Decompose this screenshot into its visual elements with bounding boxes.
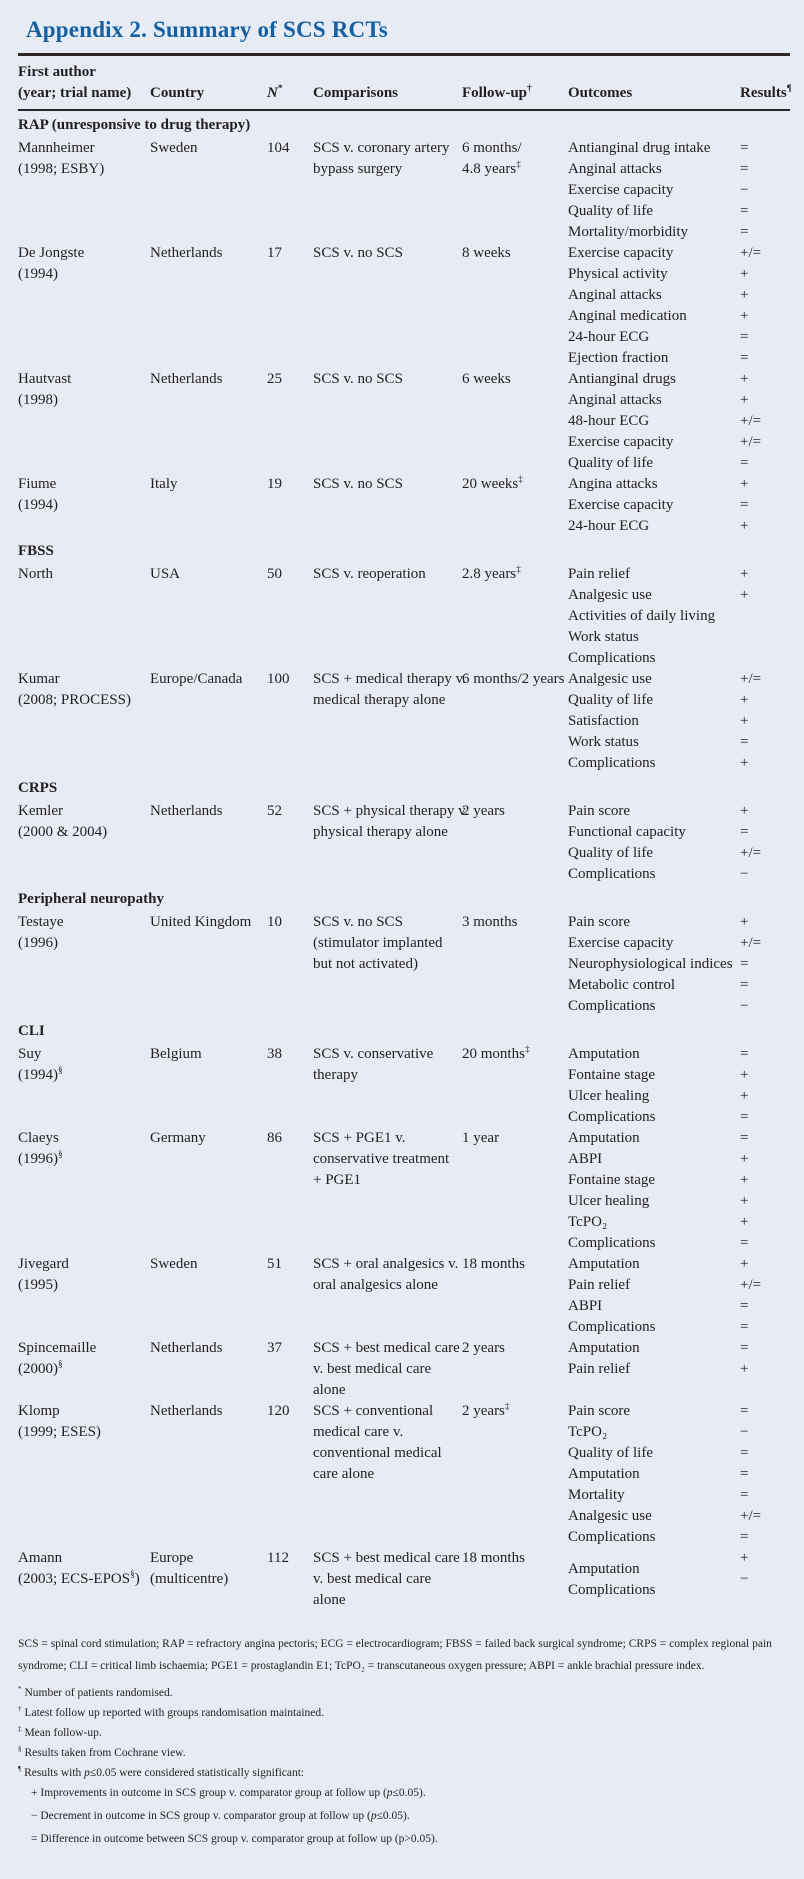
outcome-results: + − — [740, 1550, 749, 1587]
study-n: 50 — [267, 566, 282, 582]
outcome-results: = + — [740, 1340, 749, 1377]
results-key-item: = Difference in outcome between SCS group v. comparator group at follow up (p>0.05). — [31, 1833, 438, 1845]
study-n: 100 — [267, 671, 290, 687]
study-n: 19 — [267, 476, 282, 492]
study-n: 86 — [267, 1130, 282, 1146]
study-country: Netherlands — [150, 803, 223, 819]
outcome-labels: Exercise capacity Physical activity Anginal attacks Anginal medication 24-hour ECG Ejection fraction — [568, 245, 687, 366]
study-comparisons: SCS + oral analgesics v. oral analgesics alone — [313, 1256, 459, 1293]
study-comparisons: SCS + best medical care v. best medical care alone — [313, 1340, 460, 1398]
section-header: FBSS — [18, 543, 54, 559]
column-header-followup: Follow-up† — [462, 84, 532, 101]
column-header-results: Results¶ — [740, 84, 792, 101]
study-comparisons: SCS v. reoperation — [313, 566, 426, 582]
study-country: Netherlands — [150, 1403, 223, 1419]
column-header-author: First author (year; trial name) — [18, 64, 132, 101]
study-country: Europe/Canada — [150, 671, 243, 687]
outcome-results: + +/= = = − — [740, 914, 762, 1014]
study-country: Netherlands — [150, 371, 223, 387]
study-followup: 2 years — [462, 1340, 505, 1356]
table-header-row — [18, 56, 790, 109]
footnote: § Results taken from Cochrane view. — [18, 1745, 186, 1759]
study-comparisons: SCS + PGE1 v. conservative treatment + PGE1 — [313, 1130, 450, 1188]
column-header-comparisons: Comparisons — [313, 85, 399, 101]
study-followup: 3 months — [462, 914, 518, 930]
study-author: De Jongste (1994) — [18, 245, 85, 282]
study-author: Kemler (2000 & 2004) — [18, 803, 108, 840]
study-n: 52 — [267, 803, 282, 819]
outcome-results: + +/= = = — [740, 1256, 762, 1335]
study-n: 104 — [267, 140, 290, 156]
outcome-labels: Antianginal drug intake Anginal attacks Exercise capacity Quality of life Mortality/morbidity — [568, 140, 711, 240]
study-row — [18, 474, 790, 537]
outcome-labels: Amputation Pain relief — [568, 1340, 640, 1377]
outcome-results: + = +/= − — [740, 803, 762, 882]
study-followup: 20 weeks‡ — [462, 475, 523, 492]
table-body — [18, 111, 790, 1611]
study-followup: 6 weeks — [462, 371, 511, 387]
study-comparisons: SCS v. no SCS — [313, 476, 403, 492]
study-row — [18, 912, 790, 1017]
study-row — [18, 801, 790, 885]
study-comparisons: SCS + physical therapy v. physical therapy alone — [313, 803, 469, 840]
study-author: Suy (1994)§ — [18, 1046, 63, 1083]
outcome-results: + + — [740, 566, 749, 603]
study-author: Jivegard (1995) — [18, 1256, 69, 1293]
study-comparisons: SCS v. coronary artery bypass surgery — [313, 140, 450, 177]
study-followup: 1 year — [462, 1130, 500, 1146]
study-author: Mannheimer (1998; ESBY) — [18, 140, 105, 177]
study-n: 17 — [267, 245, 282, 261]
study-author: Kumar (2008; PROCESS) — [18, 671, 131, 708]
study-n: 51 — [267, 1256, 282, 1272]
study-row — [18, 1128, 790, 1254]
section-header: Peripheral neuropathy — [18, 891, 164, 907]
study-country: Sweden — [150, 1256, 198, 1272]
outcome-labels: Angina attacks Exercise capacity 24-hour ECG — [568, 476, 674, 534]
outcome-results: + = + — [740, 476, 749, 534]
study-country: United Kingdom — [150, 914, 252, 930]
outcome-results: + + +/= +/= = — [740, 371, 762, 471]
page-title: Appendix 2. Summary of SCS RCTs — [26, 17, 388, 42]
outcome-labels: Pain score Exercise capacity Neurophysiological indices Metabolic control Complications — [568, 914, 733, 1014]
section-header: RAP (unresponsive to drug therapy) — [18, 117, 251, 133]
outcome-labels: Amputation Complications — [568, 1561, 656, 1598]
study-followup: 18 months — [462, 1256, 525, 1272]
study-followup: 8 weeks — [462, 245, 511, 261]
study-n: 10 — [267, 914, 282, 930]
study-author: Hautvast (1998) — [18, 371, 72, 408]
study-comparisons: SCS + conventional medical care v. conventional medical care alone — [313, 1403, 442, 1482]
outcome-results: = − = = = +/= = — [740, 1403, 762, 1545]
study-author: Amann (2003; ECS-EPOS§) — [18, 1550, 140, 1587]
footnote: † Latest follow up reported with groups randomisation maintained. — [18, 1705, 325, 1719]
outcome-results: = + + = — [740, 1046, 749, 1125]
outcome-labels: Pain score TcPO₂ Quality of life Amputation Mortality Analgesic use Complications — [568, 1403, 656, 1545]
study-country: Netherlands — [150, 245, 223, 261]
outcome-results: = + + + + = — [740, 1130, 749, 1251]
outcome-labels: Amputation ABPI Fontaine stage Ulcer healing TcPO₂ Complications — [568, 1130, 656, 1251]
footnote: ‡ Mean follow-up. — [18, 1725, 102, 1739]
study-country: USA — [150, 566, 181, 582]
outcome-labels: Amputation Pain relief ABPI Complications — [568, 1256, 656, 1335]
study-comparisons: SCS + best medical care v. best medical care alone — [313, 1550, 460, 1608]
study-followup: 6 months/ 4.8 years‡ — [462, 140, 522, 177]
study-followup: 6 months/2 years — [462, 671, 565, 687]
study-n: 38 — [267, 1046, 282, 1062]
study-comparisons: SCS v. no SCS — [313, 245, 403, 261]
study-n: 120 — [267, 1403, 290, 1419]
outcome-labels: Amputation Fontaine stage Ulcer healing Complications — [568, 1046, 656, 1125]
study-row — [18, 138, 790, 243]
study-country: Sweden — [150, 140, 198, 156]
study-followup: 18 months — [462, 1550, 525, 1566]
study-author: Claeys (1996)§ — [18, 1130, 63, 1167]
outcome-results: +/= + + + = = — [740, 245, 762, 366]
footnote: * Number of patients randomised. — [18, 1685, 173, 1699]
outcome-labels: Antianginal drugs Anginal attacks 48-hour ECG Exercise capacity Quality of life — [568, 371, 676, 471]
outcome-labels: Pain relief Analgesic use Activities of daily living Work status Complications — [568, 566, 716, 666]
column-header-n: N* — [267, 84, 283, 101]
study-comparisons: SCS v. no SCS — [313, 371, 403, 387]
study-followup: 2 years — [462, 803, 505, 819]
study-row — [18, 369, 790, 474]
footnote-list — [18, 1686, 790, 1781]
study-author: Testaye (1996) — [18, 914, 64, 951]
study-country: Italy — [150, 476, 178, 492]
footnotes — [18, 1633, 790, 1847]
study-followup: 2.8 years‡ — [462, 565, 521, 582]
column-header-outcomes: Outcomes — [568, 85, 633, 101]
section-header: CRPS — [18, 780, 58, 796]
outcome-labels: Pain score Functional capacity Quality of life Complications — [568, 803, 686, 882]
study-row — [18, 564, 790, 669]
study-comparisons: SCS v. no SCS (stimulator implanted but not activated) — [313, 914, 443, 972]
study-row — [18, 1044, 790, 1128]
section-header: CLI — [18, 1023, 45, 1039]
results-key-item: + Improvements in outcome in SCS group v. comparator group at follow up (p≤0.05). — [31, 1787, 426, 1799]
study-row — [18, 669, 790, 774]
study-followup: 20 months‡ — [462, 1045, 530, 1062]
study-author: Fiume (1994) — [18, 476, 58, 513]
outcome-results: = = − = = — [740, 140, 749, 240]
study-country: Netherlands — [150, 1340, 223, 1356]
column-header-country: Country — [150, 85, 205, 101]
study-n: 112 — [267, 1550, 289, 1566]
study-comparisons: SCS v. conservative therapy — [313, 1046, 434, 1083]
study-row — [18, 1548, 790, 1611]
study-n: 25 — [267, 371, 282, 387]
study-n: 37 — [267, 1340, 282, 1356]
outcome-results: +/= + + = + — [740, 671, 762, 771]
study-followup: 2 years‡ — [462, 1402, 510, 1419]
outcome-labels: Analgesic use Quality of life Satisfaction Work status Complications — [568, 671, 656, 771]
study-comparisons: SCS + medical therapy v. medical therapy alone — [313, 671, 466, 708]
results-key-item: − Decrement in outcome in SCS group v. comparator group at follow up (p≤0.05). — [31, 1810, 410, 1822]
abbreviations-note: SCS = spinal cord stimulation; RAP = refractory angina pectoris; ECG = electrocardiogram; FBSS = failed back surgical syndrome; CRPS = complex regional pain syndrome; CLI = critical limb ischaemia; PGE1 = prostaglandin E1; TcPO₂ = transcutaneous oxygen pressure; ABPI = ankle brachial pressure index. — [18, 1638, 772, 1672]
footnote: ¶ Results with p≤0.05 were considered statistically significant: — [18, 1765, 305, 1779]
study-country: Europe (multicentre) — [150, 1550, 229, 1587]
study-author: Klomp (1999; ESES) — [18, 1403, 101, 1440]
study-country: Germany — [150, 1130, 206, 1146]
study-row — [18, 1338, 790, 1401]
results-key-list — [18, 1786, 790, 1847]
study-country: Belgium — [150, 1046, 202, 1062]
study-author: Spincemaille (2000)§ — [18, 1340, 97, 1377]
study-row — [18, 243, 790, 369]
study-row — [18, 1401, 790, 1548]
study-author: North — [18, 566, 53, 582]
study-row — [18, 1254, 790, 1338]
